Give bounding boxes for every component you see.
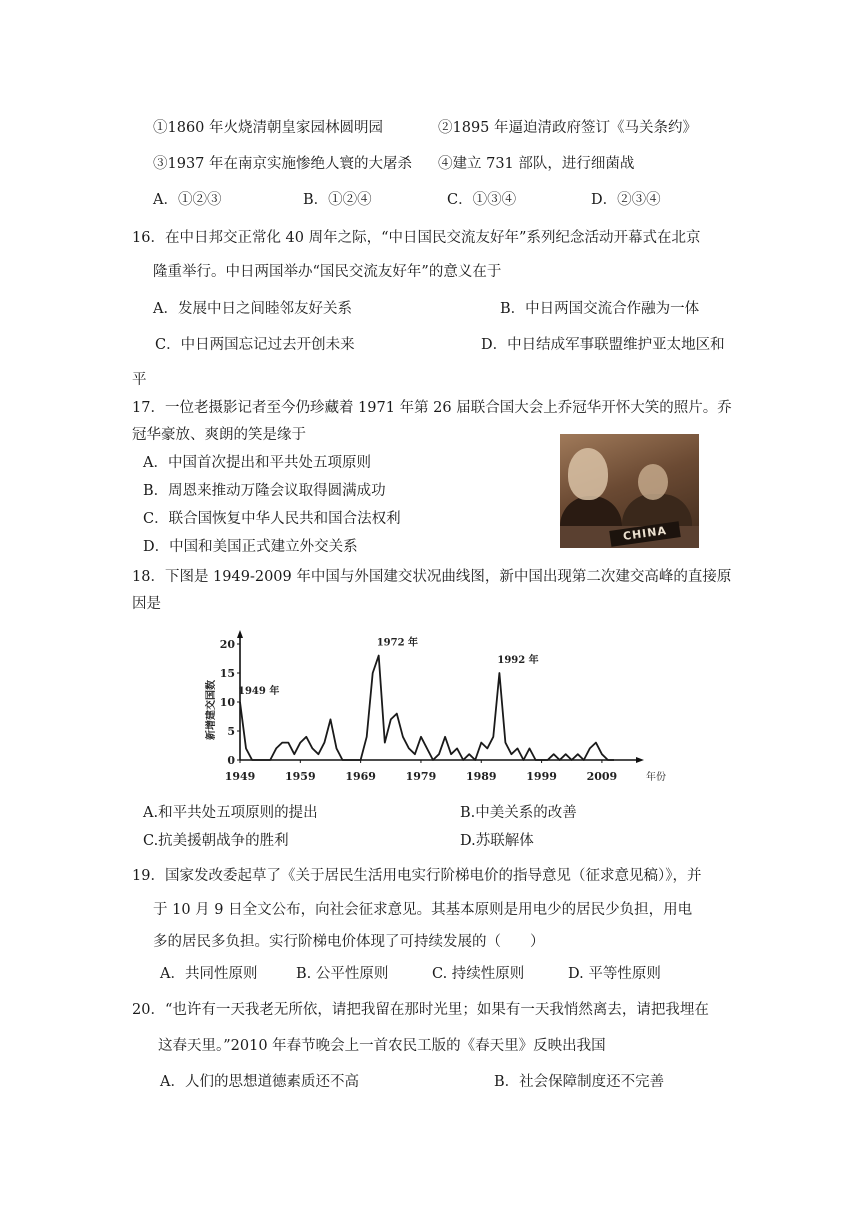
q17-photo bbox=[560, 434, 699, 548]
q15-choice-b: B．①②④ bbox=[303, 192, 372, 208]
q20-choice-b: B．社会保障制度还不完善 bbox=[494, 1074, 665, 1090]
q17-choice-a: A．中国首次提出和平共处五项原则 bbox=[143, 455, 371, 471]
y-tick-label: 0 bbox=[227, 754, 235, 767]
q15-choice-c: C．①③④ bbox=[447, 192, 517, 208]
q16-choice-a: A．发展中日之间睦邻友好关系 bbox=[153, 301, 352, 317]
q16-choice-c: C．中日两国忘记过去开创未来 bbox=[155, 337, 355, 353]
q18-choice-a: A.和平共处五项原则的提出 bbox=[143, 805, 318, 821]
q18-stem-line-1: 18．下图是 1949-2009 年中国与外国建交状况曲线图，新中国出现第二次建交高峰的直接原 bbox=[132, 569, 732, 585]
x-tick-label: 1989 bbox=[465, 770, 497, 783]
peak-annotation: 1992 年 bbox=[497, 655, 539, 666]
q16-stem-line-2: 隆重举行。中日两国举办“国民交流友好年”的意义在于 bbox=[153, 264, 502, 280]
chart-x-axis-label: 年份 bbox=[646, 772, 666, 783]
q15-choice-a: A．①②③ bbox=[153, 192, 222, 208]
chart-annotations bbox=[238, 636, 539, 697]
q19-choice-c: C. 持续性原则 bbox=[432, 966, 525, 982]
peak-annotation: 1972 年 bbox=[376, 637, 419, 649]
q17-stem-line-2: 冠华豪放、爽朗的笑是缘于 bbox=[132, 427, 306, 443]
q19-stem-line-1: 19．国家发改委起草了《关于居民生活用电实行阶梯电价的指导意见（征求意见稿）》，并 bbox=[132, 868, 702, 884]
q18-choice-c: C.抗美援朝战争的胜利 bbox=[143, 833, 289, 849]
q20-choice-a: A．人们的思想道德素质还不高 bbox=[160, 1074, 359, 1090]
y-axis-arrow bbox=[237, 630, 243, 638]
y-tick-label: 20 bbox=[219, 638, 235, 651]
q19-choice-a: A．共同性原则 bbox=[160, 966, 258, 982]
x-tick-label: 1959 bbox=[285, 770, 316, 783]
q18-choice-d: D.苏联解体 bbox=[460, 833, 534, 849]
q19-choice-d: D. 平等性原则 bbox=[568, 966, 661, 982]
photo-china-sign: CHINA bbox=[609, 521, 681, 547]
q20-stem-line-1: 20．“也许有一天我老无所依，请把我留在那时光里；如果有一天我悄然离去，请把我埋在 bbox=[132, 1002, 709, 1018]
q19-choice-b: B. 公平性原则 bbox=[296, 966, 389, 982]
q16-choice-d-continued: 平 bbox=[132, 372, 147, 388]
x-tick-label: 1969 bbox=[345, 770, 376, 783]
peak-annotation: 1949 年 bbox=[238, 686, 280, 697]
y-tick-label: 15 bbox=[219, 667, 235, 680]
q19-stem-line-3: 多的居民多负担。实行阶梯电价体现了可持续发展的（ ） bbox=[153, 934, 545, 950]
q19-stem-line-2: 于 10 月 9 日全文公布，向社会征求意见。其基本原则是用电少的居民少负担，用电 bbox=[153, 902, 693, 918]
photo-figure-1-head bbox=[568, 448, 608, 500]
q17-choice-b: B．周恩来推动万隆会议取得圆满成功 bbox=[143, 483, 386, 499]
q18-stem-line-2: 因是 bbox=[132, 596, 161, 612]
q17-choice-c: C．联合国恢复中华人民共和国合法权利 bbox=[143, 511, 401, 527]
diplomatic-relations-chart bbox=[200, 622, 680, 794]
q18-choice-b: B.中美关系的改善 bbox=[460, 805, 577, 821]
q15-option-4: ④建立 731 部队，进行细菌战 bbox=[438, 156, 635, 172]
x-tick-label: 1999 bbox=[526, 770, 557, 783]
x-tick-label: 2009 bbox=[586, 770, 618, 783]
chart-y-axis-label: 新增建交国数 bbox=[206, 680, 217, 740]
q15-option-2: ②1895 年逼迫清政府签订《马关条约》 bbox=[438, 120, 698, 136]
photo-figure-2-head bbox=[638, 464, 668, 500]
y-tick-label: 5 bbox=[227, 725, 235, 738]
series-line bbox=[240, 656, 614, 760]
x-tick-label: 1949 bbox=[224, 770, 256, 783]
chart-ticks bbox=[220, 638, 618, 783]
q20-stem-line-2: 这春天里。”2010 年春节晚会上一首农民工版的《春天里》反映出我国 bbox=[158, 1038, 606, 1054]
q16-stem-line-1: 16．在中日邦交正常化 40 周年之际，“中日国民交流友好年”系列纪念活动开幕式在北京 bbox=[132, 230, 701, 246]
chart-series bbox=[240, 656, 614, 760]
q17-choice-d: D．中国和美国正式建立外交关系 bbox=[143, 539, 358, 555]
q15-choice-d: D．②③④ bbox=[591, 192, 661, 208]
q16-choice-d: D．中日结成军事联盟维护亚太地区和 bbox=[481, 337, 725, 353]
q17-stem-line-1: 17．一位老摄影记者至今仍珍藏着 1971 年第 26 届联合国大会上乔冠华开怀大笑的照片。乔 bbox=[132, 400, 732, 416]
x-tick-label: 1979 bbox=[405, 770, 437, 783]
chart-axes bbox=[237, 630, 644, 763]
q16-choice-b: B．中日两国交流合作融为一体 bbox=[500, 301, 700, 317]
x-axis-arrow bbox=[636, 757, 644, 763]
q15-option-1: ①1860 年火烧清朝皇家园林圆明园 bbox=[153, 120, 384, 136]
q15-option-3: ③1937 年在南京实施惨绝人寰的大屠杀 bbox=[153, 156, 413, 172]
y-tick-label: 10 bbox=[219, 696, 235, 709]
